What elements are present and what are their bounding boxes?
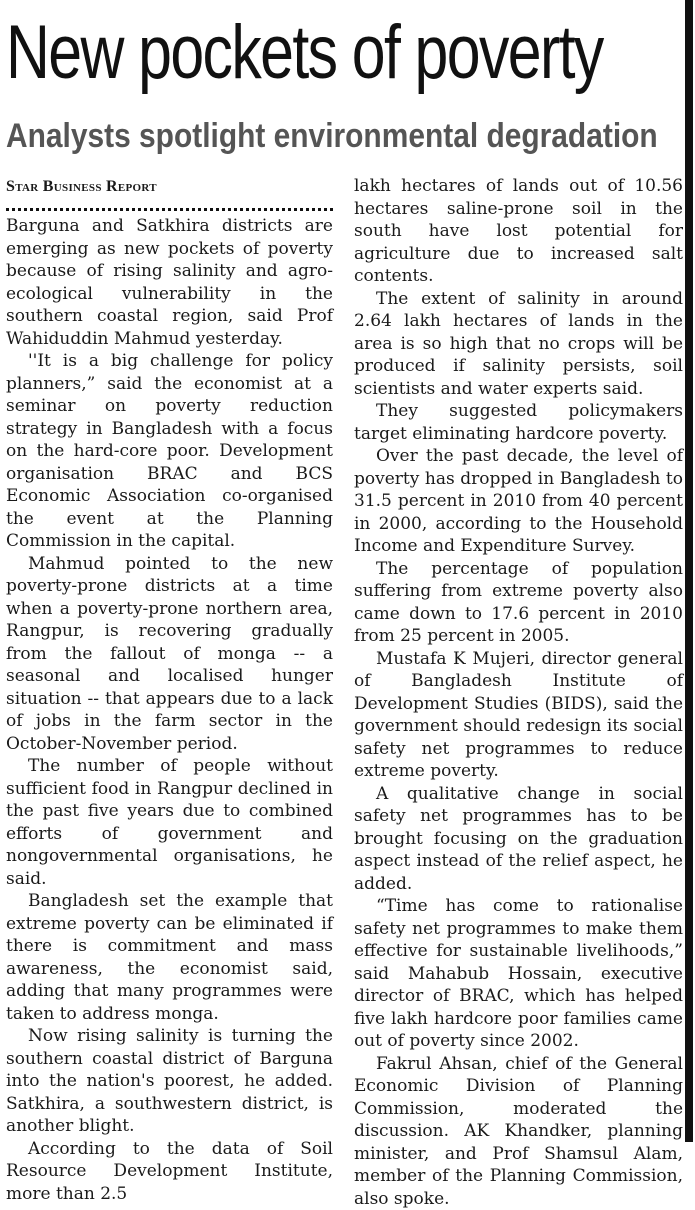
paragraph: ''It is a big challenge for policy planners,” said the economist at a seminar on poverty reduction strategy in Bangladesh with a focus on the hard-core poor. Development organisation BRAC and BCS Economic Association co-organised the event at the Planning Commission in the capital. (6, 350, 333, 553)
column-rule (685, 0, 693, 1142)
paragraph: The percentage of population suffering from extreme poverty also came down to 17.6 percent in 2010 from 25 percent in 2005. (354, 558, 683, 648)
paragraph: The number of people without sufficient food in Rangpur declined in the past five years due to combined efforts of government and nongovernmental organisations, he said. (6, 755, 333, 890)
headline: New pockets of poverty (6, 8, 550, 98)
article-column-right (354, 175, 683, 1210)
paragraph: They suggested policymakers target eliminating hardcore poverty. (354, 400, 683, 445)
article-column-left (6, 176, 333, 1205)
paragraph: Now rising salinity is turning the southern coastal district of Barguna into the nation's poorest, he added. Satkhira, a southwestern district, is another blight. (6, 1025, 333, 1138)
paragraph: Barguna and Satkhira districts are emerging as new pockets of poverty because of rising salinity and agro-ecological vulnerability in the southern coastal region, said Prof Wahiduddin Mahmud yesterday. (6, 215, 333, 350)
paragraph: A qualitative change in social safety net programmes has to be brought focusing on the graduation aspect instead of the relief aspect, he added. (354, 783, 683, 896)
paragraph: According to the data of Soil Resource Development Institute, more than 2.5 (6, 1138, 333, 1206)
paragraph: The extent of salinity in around 2.64 lakh hectares of lands in the area is so high that no crops will be produced if salinity persists, soil scientists and water experts said. (354, 288, 683, 401)
paragraph: Fakrul Ahsan, chief of the General Economic Division of Planning Commission, moderated the discussion. AK Khandker, planning minister, and Prof Shamsul Alam, member of the Planning Commission, also spoke. (354, 1053, 683, 1210)
paragraph: lakh hectares of lands out of 10.56 hectares saline-prone soil in the south have lost potential for agriculture due to increased salt contents. (354, 175, 683, 288)
paragraph: Bangladesh set the example that extreme poverty can be eliminated if there is commitment and mass awareness, the economist said, adding that many programmes were taken to address monga. (6, 890, 333, 1025)
paragraph: Mahmud pointed to the new poverty-prone districts at a time when a poverty-prone northern area, Rangpur, is recovering gradually from the fallout of monga -- a seasonal and localised hunger situation -- that appears due to a lack of jobs in the farm sector in the October-November period. (6, 553, 333, 756)
paragraph: “Time has come to rationalise safety net programmes to make them effective for sustainable livelihoods,” said Mahabub Hossain, executive director of BRAC, which has helped five lakh hardcore poor families came out of poverty since 2002. (354, 895, 683, 1053)
paragraph: Mustafa K Mujeri, director general of Bangladesh Institute of Development Studies (BIDS), said the government should redesign its social safety net programmes to reduce extreme poverty. (354, 648, 683, 783)
paragraph: Over the past decade, the level of poverty has dropped in Bangladesh to 31.5 percent in 2010 from 40 percent in 2000, according to the Household Income and Expenditure Survey. (354, 445, 683, 558)
subheadline: Analysts spotlight environmental degradation (6, 114, 658, 158)
byline: Star Business Report (6, 176, 333, 198)
byline-divider (6, 198, 333, 211)
